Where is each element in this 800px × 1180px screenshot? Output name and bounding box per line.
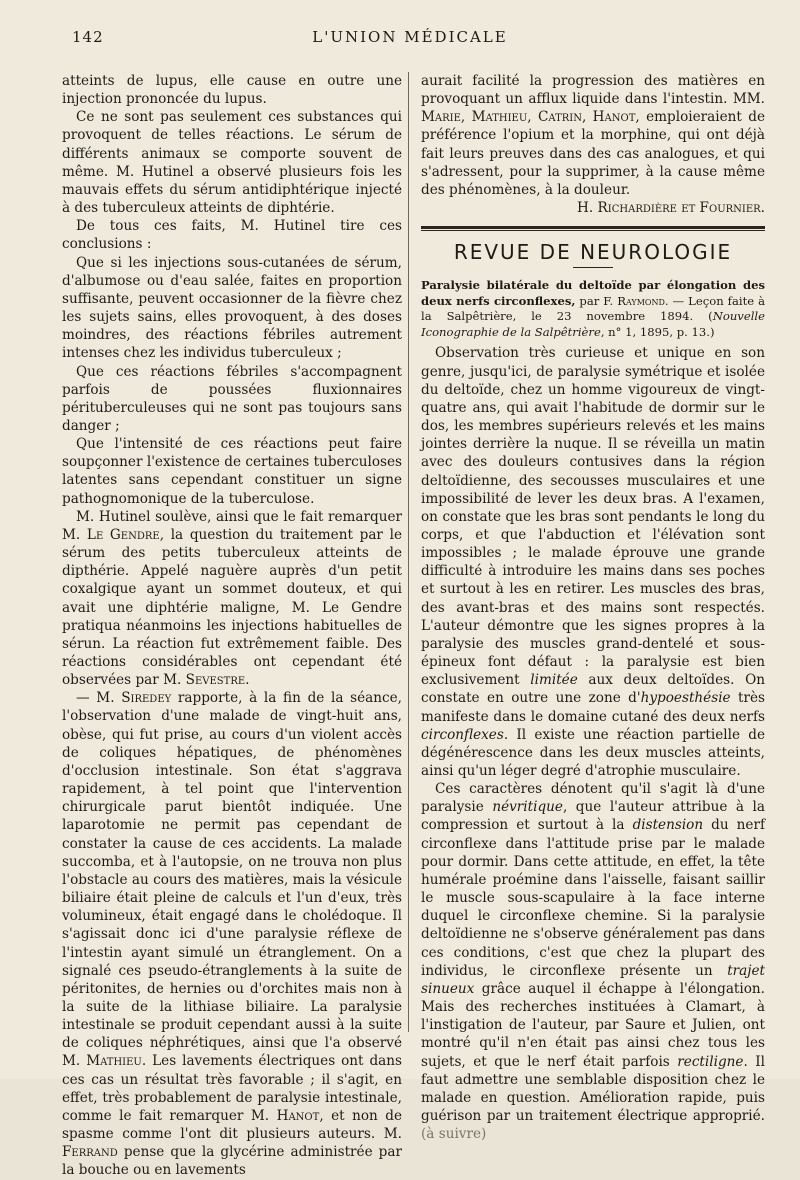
section-separator xyxy=(421,226,765,231)
author-name: Raymond xyxy=(617,293,665,308)
paragraph: De tous ces faits, M. Hutinel tire ces conclusions : xyxy=(62,218,402,253)
title-underline xyxy=(573,267,613,268)
text-run: grâce auquel il échappe à l'élongation. Mais des recherches instituées à Clamart, à l'instigation de l'auteur, par Saure et Julien, ont montré qu'il n'en était pas ainsi chez tous les sujets, et que le nerf était parfois xyxy=(421,980,765,1070)
text-run: , que l'auteur attribue à la compression et surtout à la xyxy=(421,799,765,834)
text-run: , emploieraient de préférence l'opium et la morphine, qui ont déjà fait leurs preuves dans des cas analogues, et qui s'adressent, pour la supprimer, à la cause même des phénomènes, à la douleur. xyxy=(421,109,766,198)
paragraph xyxy=(62,689,402,1179)
person-name: Ferrand xyxy=(62,1144,118,1161)
text-run: . xyxy=(245,672,250,689)
emphasis: rectiligne xyxy=(677,1053,744,1070)
person-name: Mathieu xyxy=(86,1053,142,1070)
text-run: Ces caractères dénotent qu'il s'agit là d'une paralysie xyxy=(421,781,765,816)
paragraph xyxy=(421,344,765,780)
abstract-title: Paralysie bilatérale du deltoïde par élongation des deux nerfs circonflexes, xyxy=(421,278,765,308)
text-run: aux deux deltoïdes. On constate en outre une zone d' xyxy=(421,672,766,707)
paragraph xyxy=(62,508,402,690)
running-head xyxy=(60,28,760,52)
person-name: Le Gendre xyxy=(86,526,160,543)
person-name: Sevestre xyxy=(185,672,246,689)
left-column xyxy=(62,72,402,1180)
signature: H. Richardière et Fournier. xyxy=(577,200,765,217)
text-run: Observation très curieuse et unique en son genre, jusqu'ici, de paralysie symétrique et isolée du deltoïde, chez un homme vigoureux de vingt-quatre ans, qui avait l'habitude de dormir sur le dos, les membres supérieurs relevés et les mains jointes derrière la nuque. Il se réveilla un matin avec des douleurs contusives dans la région deltoïdienne, des secousses musculaires et une impossibilité de lever les deux bras. A l'examen, on constate que les bras sont pendants le long du corps, et que l'abduction et l'élévation sont impossibles ; le malade éprouve une grande difficulté à introduire les mains dans ses poches et surtout à les en retirer. Les muscles des bras, des avant-bras et des mains sont respectés. L'auteur démontre que les signes propres à la paralysie des muscles grand-dentelé et sous-épineux font défaut : la paralysie est bien exclusivement xyxy=(421,345,765,689)
emphasis: distension xyxy=(632,817,704,834)
text-run: . Il existe une réaction partielle de dégénérescence dans les deux muscles atteints, ainsi qu'un léger degré d'atrophie musculaire. xyxy=(421,726,765,779)
text-run: par F. xyxy=(575,293,618,308)
emphasis: névritique xyxy=(492,799,563,816)
text-run: rapporte, à la fin de la séance, l'observation d'une malade de vingt-huit ans, obèse, qui fut prise, au cours d'un violent accès de coliques hépatiques, de phénomènes d'occlusion intestinale. Son état s'aggrava rapidement, à tel point que l'intervention chirurgicale parut bientôt indiquée. Une laparotomie ne permit pas cependant de constater la cause de ces accidents. La malade succomba, et à l'autopsie, on ne trouva non plus l'obstacle au cours des matières, mais la vésicule biliaire était pleine de calculs et l'un d'eux, très volumineux, était engagé dans le cholédoque. Il s'agissait donc ici d'une paralysie réflexe de l'intestin ayant simulé un étranglement. On a signalé ces pseudo-étranglements à la suite de péritonites, de hernies ou d'orchites mais non à la suite de la lithiase biliaire. La paralysie intestinale se produit cependant aussi à la suite de coliques néphrétiques, ainsi que l'a observé M. xyxy=(62,690,402,1070)
paragraph: Ce ne sont pas seulement ces substances qui provoquent de telles réactions. Le sérum de différents animaux se comporte souvent de même. M. Hutinel a observé plusieurs fois les mauvais effets du sérum antidiphtérique injecté à des tuberculeux atteints de diphtérie. xyxy=(62,109,402,217)
text-run: aurait facilité la progression des matières en provoquant un afflux liquide dans l'intestin. MM. xyxy=(421,73,765,108)
emphasis: limitée xyxy=(530,672,578,689)
text-run: . — Leçon faite à la Salpêtrière, le 23 novembre 1894. ( xyxy=(421,293,766,324)
abstract-heading xyxy=(421,278,765,340)
emphasis: trajet sinueux xyxy=(421,962,765,997)
paragraph: Que si les injections sous-cutanées de sérum, d'albumose ou d'eau salée, faites en proportion suffisante, peuvent occasionner de la fièvre chez les sujets sains, elles provoquent, à des doses moindres, des réactions fébriles autrement intenses chez les individus tuberculeux ; xyxy=(62,254,402,362)
page-number: 142 xyxy=(72,28,104,46)
emphasis: hypoesthésie xyxy=(640,690,731,707)
paragraph: Que ces réactions fébriles s'accompagnent parfois de poussées fluxionnaires pérituberculeuses qui ne sont pas toujours sans danger ; xyxy=(62,363,402,434)
journal-name: Nouvelle Iconographie de la Salpêtrière xyxy=(421,309,765,339)
person-names: Marie, Mathieu, Catrin, Hanot xyxy=(421,109,636,126)
paragraph: atteints de lupus, elle cause en outre une injection prononcée du lupus. xyxy=(62,73,402,108)
text-run: du nerf circonflexe dans l'attitude prise par le malade pour dormir. Dans cette attitude, en effet, la tête humérale proémine dans l'aisselle, faisant saillir le muscle sous-scapulaire à la face interne duquel le circonflexe chemine. Si la paralysie deltoïdienne ne s'observe généralement pas dans ces conditions, c'est que chez la plupart des individus, le circonflexe présente un xyxy=(421,817,765,979)
text-run: M. Hutinel soulève, ainsi que le fait remarquer M. xyxy=(62,508,402,543)
paragraph xyxy=(421,72,765,199)
text-run: — M. xyxy=(76,690,122,707)
text-run: . Il faut admettre une semblable disposition chez le malade en question. Amélioration rapide, puis guérison par un traitement électrique approprié. xyxy=(421,1053,765,1124)
person-name: Hanot xyxy=(276,1107,320,1124)
column-divider xyxy=(408,72,409,1032)
person-name: Siredey xyxy=(121,690,172,707)
emphasis: circonflexes xyxy=(421,726,504,743)
faint-continuation: (à suivre) xyxy=(421,1126,487,1143)
paragraph xyxy=(421,780,765,1143)
text-run: très manifeste dans le domaine cutané des deux nerfs xyxy=(421,690,765,725)
journal-title: L'UNION MÉDICALE xyxy=(312,28,508,46)
text-run: pense que la glycérine administrée par la bouche ou en lavements xyxy=(62,1144,402,1179)
section-title: REVUE DE NEUROLOGIE xyxy=(453,240,733,265)
text-run: . Les lavements électriques ont dans ces cas un résultat très favorable ; il s'agit, en effet, très probablement de paralysie intestinale, comme le fait remarquer M. xyxy=(62,1053,403,1124)
text-run: , la question du traitement par le sérum des petits tuberculeux atteints de dipthérie. Appelé naguère auprès d'un petit coxalgique ayant un sommet douteux, et qui avait une diphtérie maligne, M. Le Gendre pratiqua néanmoins les injections habituelles de sérun. La réaction fut extrêmement faible. Des réactions considérables ont cependant été observées par M. xyxy=(62,526,402,689)
right-column xyxy=(421,72,765,1143)
text-run: , et non de spasme comme l'ont dit plusieurs auteurs. M. xyxy=(62,1107,403,1143)
text-run: , n° 1, 1895, p. 13.) xyxy=(600,324,715,339)
paragraph: Que l'intensité de ces réactions peut faire soupçonner l'existence de certaines tuberculoses latentes sans cependant constituer un signe pathognomonique de la tuberculose. xyxy=(62,436,402,507)
